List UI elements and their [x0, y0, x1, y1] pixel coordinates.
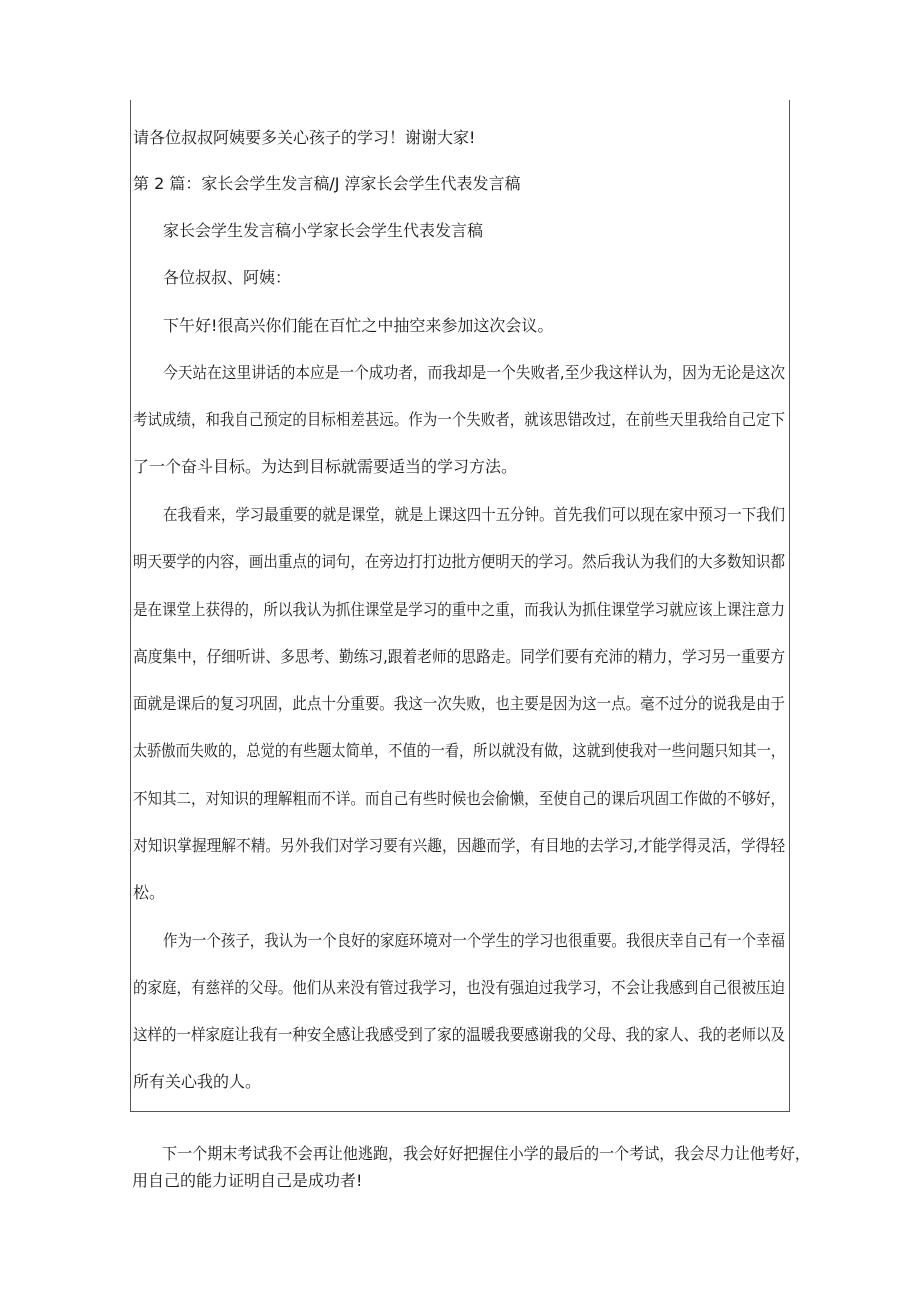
paragraph-line: 作为一个孩子，我认为一个良好的家庭环境对一个学生的学习也很重要。我很庆幸自己有一个幸福	[163, 931, 786, 950]
paragraph-line: 高度集中，仔细听讲、多思考、勤练习,跟着老师的思路走。同学们要有充沛的精力，学习另一重要方	[133, 647, 786, 666]
paragraph-line: 明天要学的内容，画出重点的词句，在旁边打打边批方便明天的学习。然后我认为我们的大多数知识都	[133, 552, 786, 571]
paragraph-line: 了一个奋斗目标。为达到目标就需要适当的学习方法。	[133, 457, 518, 476]
paragraph-line: 今天站在这里讲话的本应是一个成功者，而我却是一个失败者,至少我这样认为，因为无论是这次	[163, 363, 786, 382]
paragraph-line: 对知识掌握理解不精。另外我们对学习要有兴趣，因趣而学，有目地的去学习,才能学得灵活，学得轻	[133, 836, 786, 855]
paragraph-line: 这样的一样家庭让我有一种安全感让我感受到了家的温暖我要感谢我的父母、我的家人、我的老师以及	[133, 1025, 786, 1044]
paragraph-line: 考试成绩，和我自己预定的目标相差甚远。作为一个失败者，就该思错改过，在前些天里我给自己定下	[133, 410, 786, 429]
speech-title: 家长会学生发言稿小学家长会学生代表发言稿	[163, 221, 484, 240]
closing-paragraph-line: 下一个期末考试我不会再让他逃跑，我会好好把握住小学的最后的一个考试，我会尽力让他考好，	[162, 1144, 811, 1163]
paragraph-line: 松。	[133, 883, 166, 902]
paragraph-line: 太骄傲而失败的，总觉的有些题太简单，不值的一看，所以就没有做，这就到使我对一些问题只知其一，	[133, 741, 786, 760]
paragraph-line: 的家庭，有慈祥的父母。他们从来没有管过我学习，也没有强迫过我学习，不会让我感到自己很被压迫	[133, 978, 786, 997]
opening-line: 下午好!很高兴你们能在百忙之中抽空来参加这次会议。	[163, 316, 554, 335]
section-heading: 第 2 篇：家长会学生发言稿/J 淳家长会学生代表发言稿	[133, 174, 521, 193]
closing-paragraph-line: 用自己的能力证明自己是成功者!	[132, 1171, 363, 1190]
paragraph-line: 面就是课后的复习巩固，此点十分重要。我这一次失败，也主要是因为这一点。毫不过分的说我是由于	[133, 694, 786, 713]
paragraph-line: 不知其二，对知识的理解粗而不详。而自己有些时候也会偷懒，至使自己的课后巩固工作做的不够好，	[133, 789, 786, 808]
paragraph-line: 所有关心我的人。	[133, 1072, 262, 1091]
paragraph-line: 是在课堂上获得的，所以我认为抓住课堂是学习的重中之重，而我认为抓住课堂学习就应该上课注意力	[133, 600, 786, 619]
bordered-text-box	[130, 100, 790, 1112]
paragraph-line: 在我看来，学习最重要的就是课堂，就是上课这四十五分钟。首先我们可以现在家中预习一下我们	[163, 505, 786, 524]
greeting: 各位叔叔、阿姨：	[163, 268, 292, 287]
closing-line: 请各位叔叔阿姨要多关心孩子的学习！谢谢大家!	[133, 128, 476, 147]
